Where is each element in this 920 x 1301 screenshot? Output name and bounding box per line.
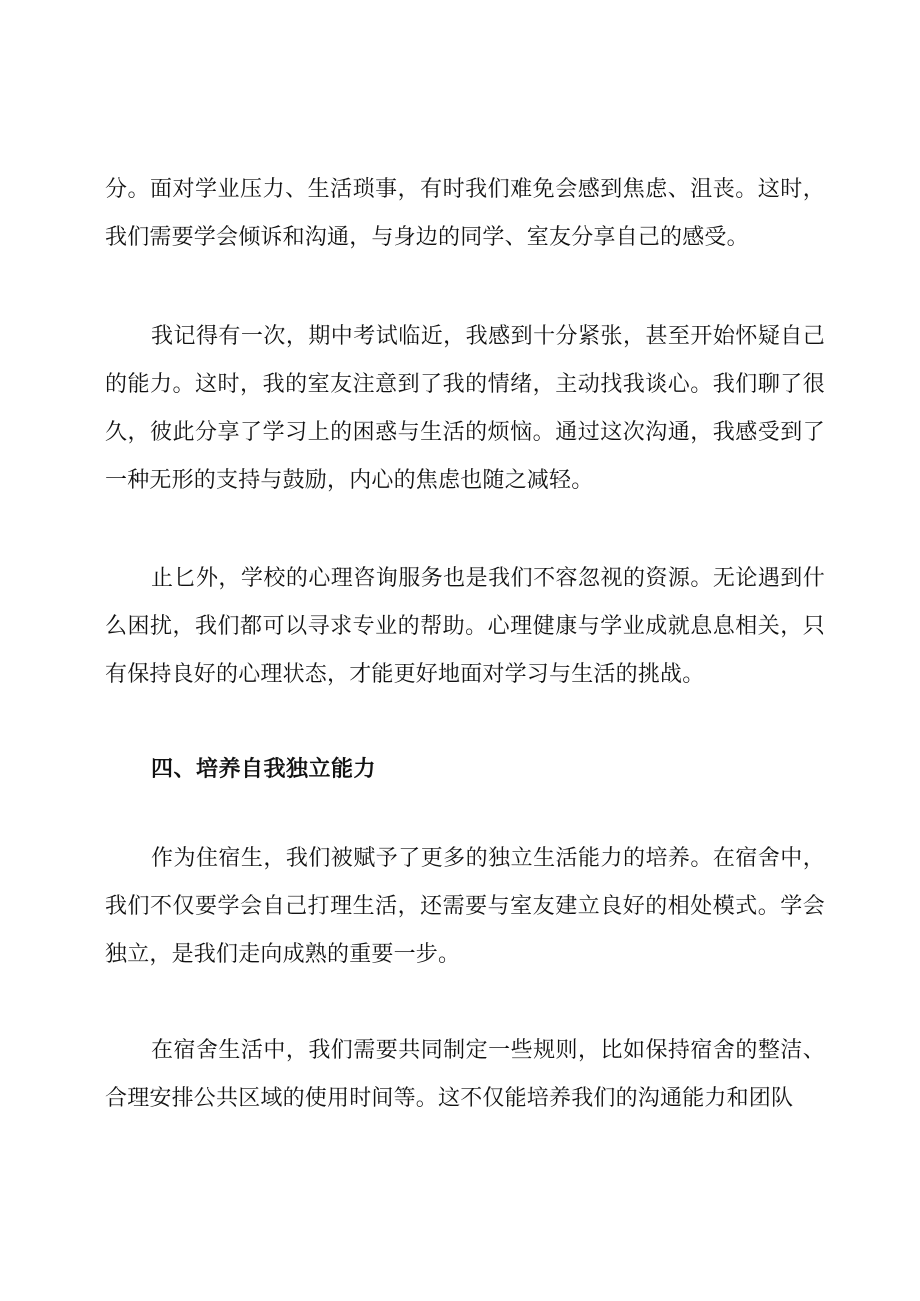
paragraph-independence: 作为住宿生，我们被赋予了更多的独立生活能力的培养。在宿舍中，我们不仅要学会自己打理生活，还需要与室友建立良好的相处模式。学会独立，是我们走向成熟的重要一步。 — [105, 846, 825, 967]
paragraph-dorm-rules: 在宿舍生活中，我们需要共同制定一些规则，比如保持宿舍的整洁、合理安排公共区域的使用时间等。这不仅能培养我们的沟通能力和团队 — [105, 1038, 825, 1111]
paragraph-roommate-story: 我记得有一次，期中考试临近，我感到十分紧张，甚至开始怀疑自己的能力。这时，我的室友注意到了我的情绪，主动找我谈心。我们聊了很久，彼此分享了学习上的困惑与生活的烦恼。通过这次沟通，我感受到了一种无形的支持与鼓励，内心的焦虑也随之减轻。 — [105, 324, 825, 493]
paragraph-counseling-service: 止匕外，学校的心理咨询服务也是我们不容忽视的资源。无论遇到什么困扰，我们都可以寻求专业的帮助。心理健康与学业成就息息相关，只有保持良好的心理状态，才能更好地面对学习与生活的挑战。 — [105, 566, 825, 687]
section-heading: 四、培养自我独立能力 — [151, 757, 377, 782]
paragraph-continuation: 分。面对学业压力、生活琐事，有时我们难免会感到焦虑、沮丧。这时，我们需要学会倾诉和沟通，与身边的同学、室友分享自己的感受。 — [105, 177, 825, 250]
